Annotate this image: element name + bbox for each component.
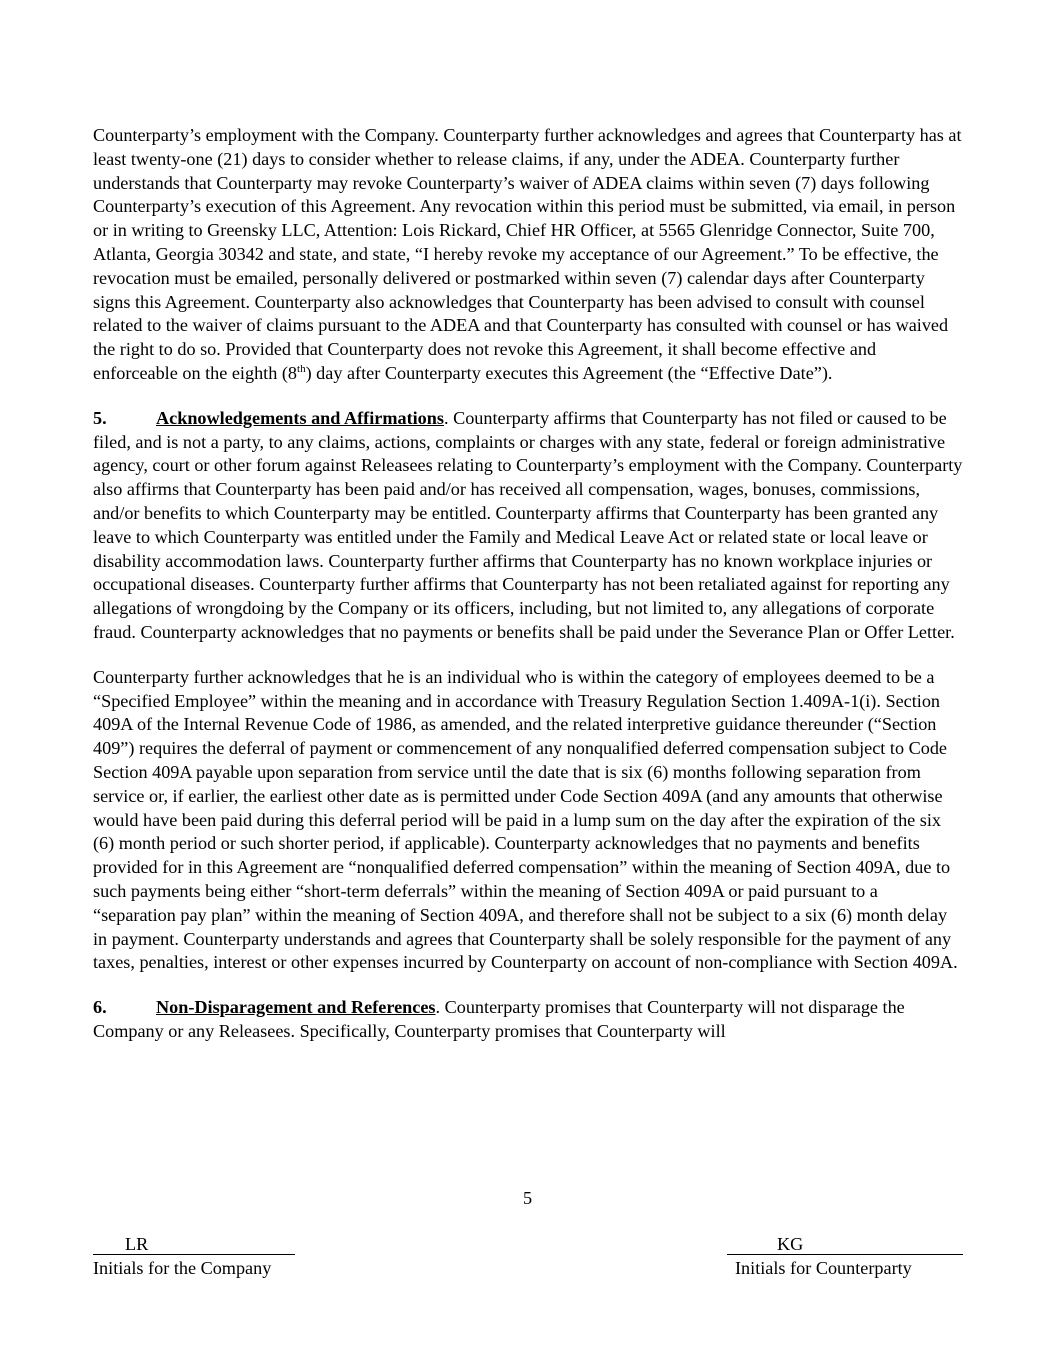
page-number: 5	[522, 1188, 533, 1208]
section-5-heading: Acknowledgements and Affirmations	[156, 407, 444, 428]
section-5-number: 5.	[93, 407, 107, 428]
section-6-heading: Non-Disparagement and References	[156, 997, 436, 1018]
company-initials-value: LR	[93, 1234, 295, 1255]
counterparty-initials-block	[727, 1234, 963, 1280]
company-initials-label: Initials for the Company	[93, 1258, 272, 1278]
section-5-paragraph	[93, 407, 965, 645]
company-initials-block	[93, 1234, 303, 1280]
counterparty-initials-label: Initials for Counterparty	[735, 1258, 912, 1278]
section-6-paragraph	[93, 996, 965, 1044]
paragraph-section-409a: Counterparty further acknowledges that he is an individual who is within the category of employees deemed to be a “Specified Employee” within the meaning and in accordance with Treasury Regulation Section 1.409A-1(i). Section 409A of the Internal Revenue Code of 1986, as amended, and the related interpretive guidance thereunder (“Section 409”) requires the deferral of payment or commencement of any nonqualified deferred compensation subject to Code Section 409A payable upon separation from service until the date that is six (6) months following separation from service or, if earlier, the earliest other date as is permitted under Code Section 409A (and any amounts that otherwise would have been paid during this deferral period will be paid in a lump sum on the day after the expiration of the six (6) month period or such shorter period, if applicable). Counterparty acknowledges that no payments and benefits provided for in this Agreement are “nonqualified deferred compensation” within the meaning of Section 409A, due to such payments being either “short-term deferrals” within the meaning of Section 409A or paid pursuant to a “separation pay plan” within the meaning of Section 409A, and therefore shall not be subject to a six (6) month delay in payment. Counterparty understands and agrees that Counterparty shall be solely responsible for the payment of any taxes, penalties, interest or other expenses incurred by Counterparty on account of non-compliance with Section 409A.	[93, 666, 958, 973]
section-6-number: 6.	[93, 997, 107, 1018]
section-5-text: . Counterparty affirms that Counterparty has not filed or caused to be filed, and is not a party, to any claims, actions, complaints or charges with any state, federal or foreign administrative agency, court or other forum against Releasees relating to Counterparty’s employment with the Company. Counterparty also affirms that Counterparty has been paid and/or has received all compensation, wages, bonuses, commissions, and/or benefits to which Counterparty may be entitled. Counterparty affirms that Counterparty has been granted any leave to which Counterparty was entitled under the Family and Medical Leave Act or related state or local leave or disability accommodation laws. Counterparty further affirms that Counterparty has no known workplace injuries or occupational diseases. Counterparty further affirms that Counterparty has not been retaliated against for reporting any allegations of wrongdoing by the Company or its officers, including, but not limited to, any allegations of corporate fraud. Counterparty acknowledges that no payments or benefits shall be paid under the Severance Plan or Offer Letter.	[93, 407, 963, 642]
ordinal-superscript: th	[297, 362, 306, 375]
document-body	[93, 124, 965, 1044]
paragraph-adea-revocation: Counterparty’s employment with the Company. Counterparty further acknowledges and agrees that Counterparty has at least twenty-one (21) days to consider whether to release claims, if any, under the ADEA. Counterparty further understands that Counterparty may revoke Counterparty’s waiver of ADEA claims within seven (7) days following Counterparty’s execution of this Agreement. Any revocation within this period must be submitted, via email, in person or in writing to Greensky LLC, Attention: Lois Rickard, Chief HR Officer, at 5565 Glenridge Connector, Suite 700, Atlanta, Georgia 30342 and state, and state, “I hereby revoke my acceptance of our Agreement.” To be effective, the revocation must be emailed, personally delivered or postmarked within seven (7) calendar days after Counterparty signs this Agreement. Counterparty also acknowledges that Counterparty has been advised to consult with counsel related to the waiver of claims pursuant to the ADEA and that Counterparty has consulted with counsel or has waived the right to do so. Provided that Counterparty does not revoke this Agreement, it shall become effective and enforceable on the eighth (8th) day after Counterparty executes this Agreement (the “Effective Date”).	[93, 125, 962, 383]
section-6-text: . Counterparty promises that Counterparty will not disparage the Company or any Releasees. Specifically, Counterparty promises that Counterparty will	[93, 997, 905, 1041]
counterparty-initials-value: KG	[727, 1234, 963, 1255]
